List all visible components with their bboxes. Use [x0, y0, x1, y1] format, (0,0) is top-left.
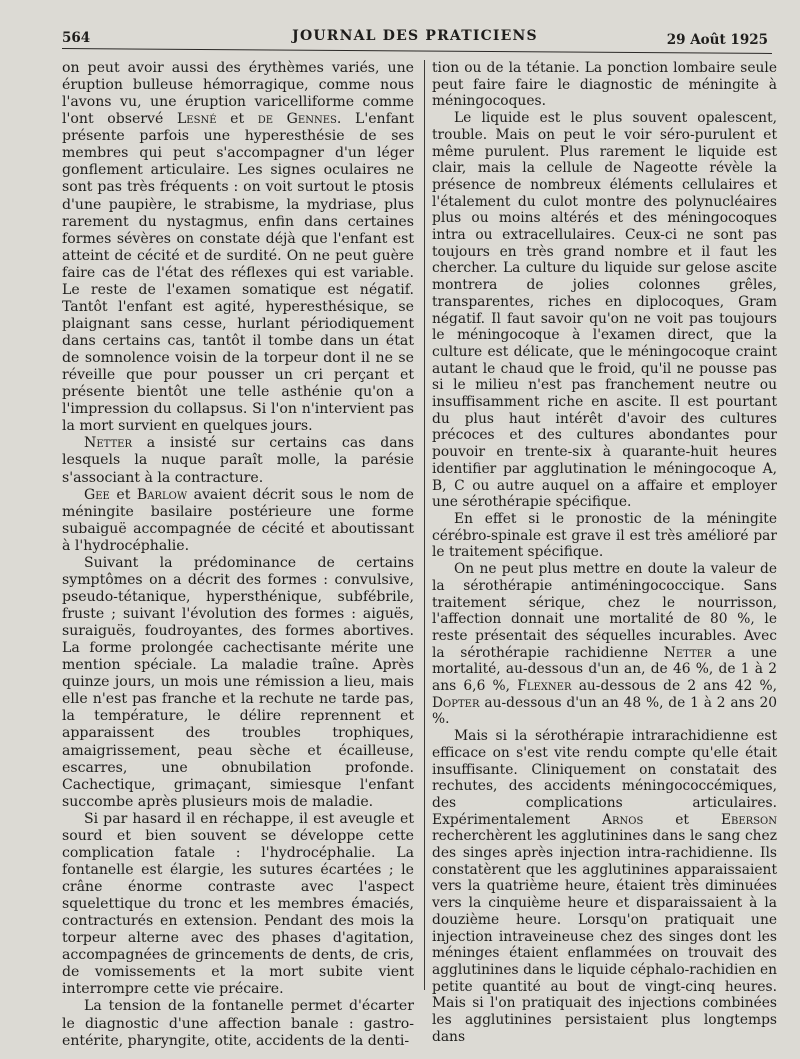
author-name: Arnos [602, 811, 644, 828]
paragraph [62, 60, 414, 435]
paragraph: Si par hasard il en réchappe, il est aveugle et sourd et bien souvent se développe cette complication fatale : l'hydrocéphalie. La fontanelle est élargie, les sutures écartées ; le crâne énorme contraste avec l'aspect squelettique du tronc et les membres émaciés, contracturés en extension. Pendant des mois la torpeur alterne avec des phases d'agitation, accompagnées de grincements de dents, de cris, de vomissements et la mort subite vient interrompre cette vie précaire. [62, 810, 414, 998]
author-name: Flexner [517, 678, 572, 695]
author-name: Lesné [176, 111, 217, 128]
paragraph: Suivant la prédominance de certains symptômes on a décrit des formes : convulsive, pseudo-tétanique, hypersthénique, subfébrile, fruste ; suivant l'évolution des formes : aiguës, suraiguës, foudroyantes, des formes abortives. La forme prolongée cachectisante mérite une mention spéciale. La maladie traîne. Après quinze jours, un mois une rémission a lieu, mais elle n'est pas franche et la rechute ne tarde pas, la température, le délire reprennent et apparaissent des troubles trophiques, amaigrissement, peau sèche et écailleuse, escarres, une obnubilation profonde. Cachectique, grimaçant, simiesque l'enfant succombe après plusieurs mois de maladie. [62, 554, 414, 810]
paragraph [62, 435, 414, 486]
text-run: Mais si la sérothérapie intrarachidienne est efficace on s'est vite rendu compte qu'elle était insuffisante. Cliniquement on constatait des rechutes, des accidents méningococcémiques, des complications articulaires. Expérimentalement [432, 728, 777, 828]
text-run: on peut avoir aussi des érythèmes variés, une éruption bulleuse hémorragique, comme nous l'avons vu, une éruption varicelliforme comme l'ont observé [62, 60, 414, 128]
text-run: a insisté sur certains cas dans lesquels la nuque paraît molle, la parésie s'associant à la contracture. [62, 435, 414, 486]
text-run: avaient décrit sous le nom de méningite basilaire postérieure une forme subaiguë accompagnée de cécité et aboutissant à l'hydrocéphalie. [62, 486, 414, 554]
column-divider [424, 60, 425, 990]
issue-date: 29 Août 1925 [666, 32, 768, 48]
text-run: On ne peut plus mettre en doute la valeur de la sérothérapie antiméningococcique. Sans traitement sérique, chez le nourrisson, l'affection donnait une mortalité de 80 %, le reste présentait des séquelles incurables. Avec la sérothérapie rachidienne [432, 561, 777, 661]
text-run: et [109, 486, 137, 503]
paragraph [432, 728, 777, 1045]
paragraph: Le liquide est le plus souvent opalescent, trouble. Mais on peut le voir séro-purulent et même purulent. Plus rarement le liquide est clair, mais la cellule de Nageotte révèle la présence de nombreux éléments cellulaires et l'étalement du culot montre des polynucléaires plus ou moins altérés et des méningocoques intra ou extracellulaires. Ceux-ci ne sont pas toujours en très grand nombre et il faut les chercher. La culture du liquide sur gelose ascite montrera de jolies colonnes grêles, transparentes, riches en diplocoques, Gram négatif. Il faut savoir qu'on ne voit pas toujours le méningocoque à l'examen direct, que la culture est délicate, que le méningocoque craint autant le chaud que le froid, qu'il ne pousse pas si le milieu n'est pas franchement neutre ou insuffisamment riche en ascite. Il est pourtant du plus haut intérêt d'avoir des cultures précoces et des cultures abondantes pour pouvoir en trente-six à quarante-huit heures identifier par agglutination le méningocoque A, B, C ou autre auquel on a affaire et employer une sérothérapie spécifique. [432, 110, 777, 511]
text-run: a une mortalité, au-dessous d'un an, de 46 %, de 1 à 2 ans 6,6 %, [432, 644, 777, 695]
header-rule [62, 48, 772, 54]
author-name: Eberson [720, 811, 778, 828]
page-header [62, 26, 768, 48]
paragraph [62, 487, 414, 555]
author-name: Netter [663, 644, 712, 661]
text-run: et [216, 111, 258, 128]
author-name: Barlow [136, 486, 188, 503]
paragraph: La tension de la fontanelle permet d'écarter le diagnostic d'une affection banale : gastro-entérite, pharyngite, otite, accidents de la denti- [62, 998, 414, 1049]
text-run: et [643, 811, 721, 828]
right-column [432, 60, 777, 1045]
author-name: Gee [84, 486, 110, 503]
text-run: . L'enfant présente parfois une hyperesthésie de ses membres qui peut s'accompagner d'un léger gonflement articulaire. Les signes oculaires ne sont pas très fréquents : on voit surtout le ptosis d'une paupière, le strabisme, la mydriase, plus rarement du nystagmus, enfin dans certaines formes sévères on constate déjà que l'enfant est atteint de cécité et de surdité. On ne peut guère faire cas de l'état des réflexes qui est variable. Le reste de l'examen somatique est négatif. Tantôt l'enfant est agité, hyperesthésique, se plaignant sans cesse, hurlant périodiquement dans certains cas, tantôt il tombe dans un état de somnolence voisin de la torpeur dont il ne se réveille que pour pousser un cri perçant et présente bientôt une telle asthénie qu'on a l'impression du collapsus. Si l'on n'intervient pas la mort survient en quelques jours. [62, 111, 414, 435]
author-name: de Gennes [257, 111, 337, 128]
text-run: au-dessous d'un an 48 %, de 1 à 2 ans 20 %. [432, 694, 777, 728]
text-run: recherchèrent les agglutinines dans le sang chez des singes après injection intra-rachidienne. Ils constatèrent que les agglutinines apparaissaient vers la quatrième heure, étaient très diminuées vers la cinquième heure et disparaissaient à la douzième heure. Lorsqu'on pratiquait une injection intraveineuse chez des singes dont les méninges étaient enflammées on trouvait des agglutinines dans le liquide céphalo-rachidien en petite quantité au bout de vingt-cinq heures. Mais si l'on pratiquait des injections combinées les agglutinines persistaient plus longtemps dans [432, 828, 777, 1045]
paragraph: tion ou de la tétanie. La ponction lombaire seule peut faire faire le diagnostic de méningite à méningocoques. [432, 60, 777, 110]
paragraph: En effet si le pronostic de la méningite cérébro-spinale est grave il est très amélioré par le traitement spécifique. [432, 510, 777, 561]
journal-title: JOURNAL DES PRATICIENS [292, 28, 538, 44]
author-name: Netter [84, 435, 132, 452]
page-number: 564 [62, 30, 91, 46]
author-name: Dopter [432, 694, 480, 711]
left-column [62, 60, 414, 1050]
paragraph [432, 561, 777, 728]
text-run: au-dessous de 2 ans 42 %, [571, 678, 777, 695]
